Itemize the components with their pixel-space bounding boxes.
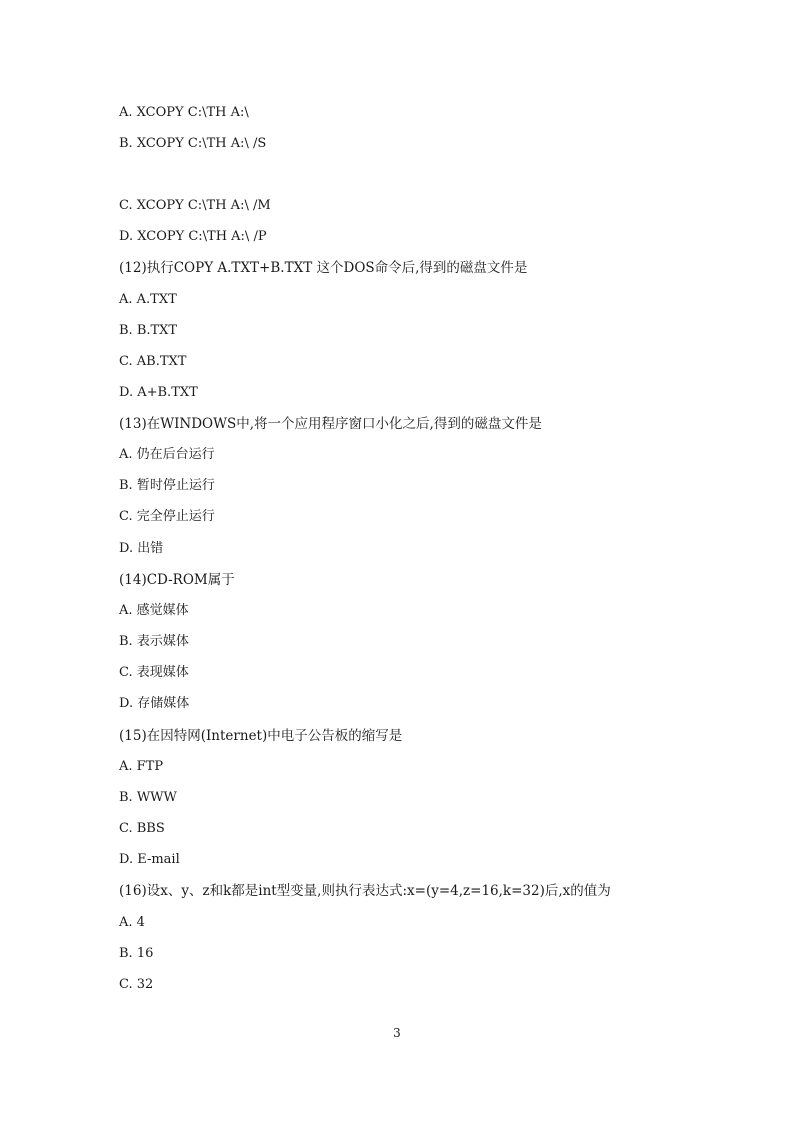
option-line: A. 感觉媒体 [119, 603, 189, 618]
question-12: (12)执行COPY A.TXT+B.TXT 这个DOS命令后,得到的磁盘文件是 [119, 260, 528, 276]
question-15: (15)在因特网(Internet)中电子公告板的缩写是 [119, 728, 403, 744]
option-line: D. A+B.TXT [119, 385, 198, 400]
option-line: C. AB.TXT [119, 354, 187, 369]
option-line: A. 4 [119, 915, 145, 930]
option-line: A. 仍在后台运行 [119, 447, 215, 462]
option-line: D. XCOPY C:\TH A:\ /P [119, 229, 267, 244]
option-line: D. E-mail [119, 852, 180, 867]
option-line: A. FTP [119, 759, 164, 774]
page-number: 3 [393, 1026, 401, 1040]
option-line: C. BBS [119, 821, 165, 836]
option-line: B. 表示媒体 [119, 634, 189, 649]
option-line: C. 32 [119, 977, 154, 992]
option-line: D. 出错 [119, 541, 164, 556]
option-line: B. B.TXT [119, 323, 178, 338]
option-line: A. XCOPY C:\TH A:\ [119, 105, 249, 120]
option-line: B. 暂时停止运行 [119, 478, 215, 493]
option-line: A. A.TXT [119, 292, 177, 307]
option-line: B. XCOPY C:\TH A:\ /S [119, 136, 267, 151]
option-line: C. 表现媒体 [119, 665, 189, 680]
option-line: C. XCOPY C:\TH A:\ /M [119, 198, 271, 213]
question-14: (14)CD-ROM属于 [119, 572, 235, 588]
question-13: (13)在WINDOWS中,将一个应用程序窗口小化之后,得到的磁盘文件是 [119, 416, 542, 432]
option-line: C. 完全停止运行 [119, 509, 215, 524]
option-line: D. 存储媒体 [119, 696, 190, 711]
option-line: B. WWW [119, 790, 177, 805]
option-line: B. 16 [119, 946, 154, 961]
question-16: (16)设x、y、z和k都是int型变量,则执行表达式:x=(y=4,z=16,k=32)后,x的值为 [119, 883, 611, 899]
